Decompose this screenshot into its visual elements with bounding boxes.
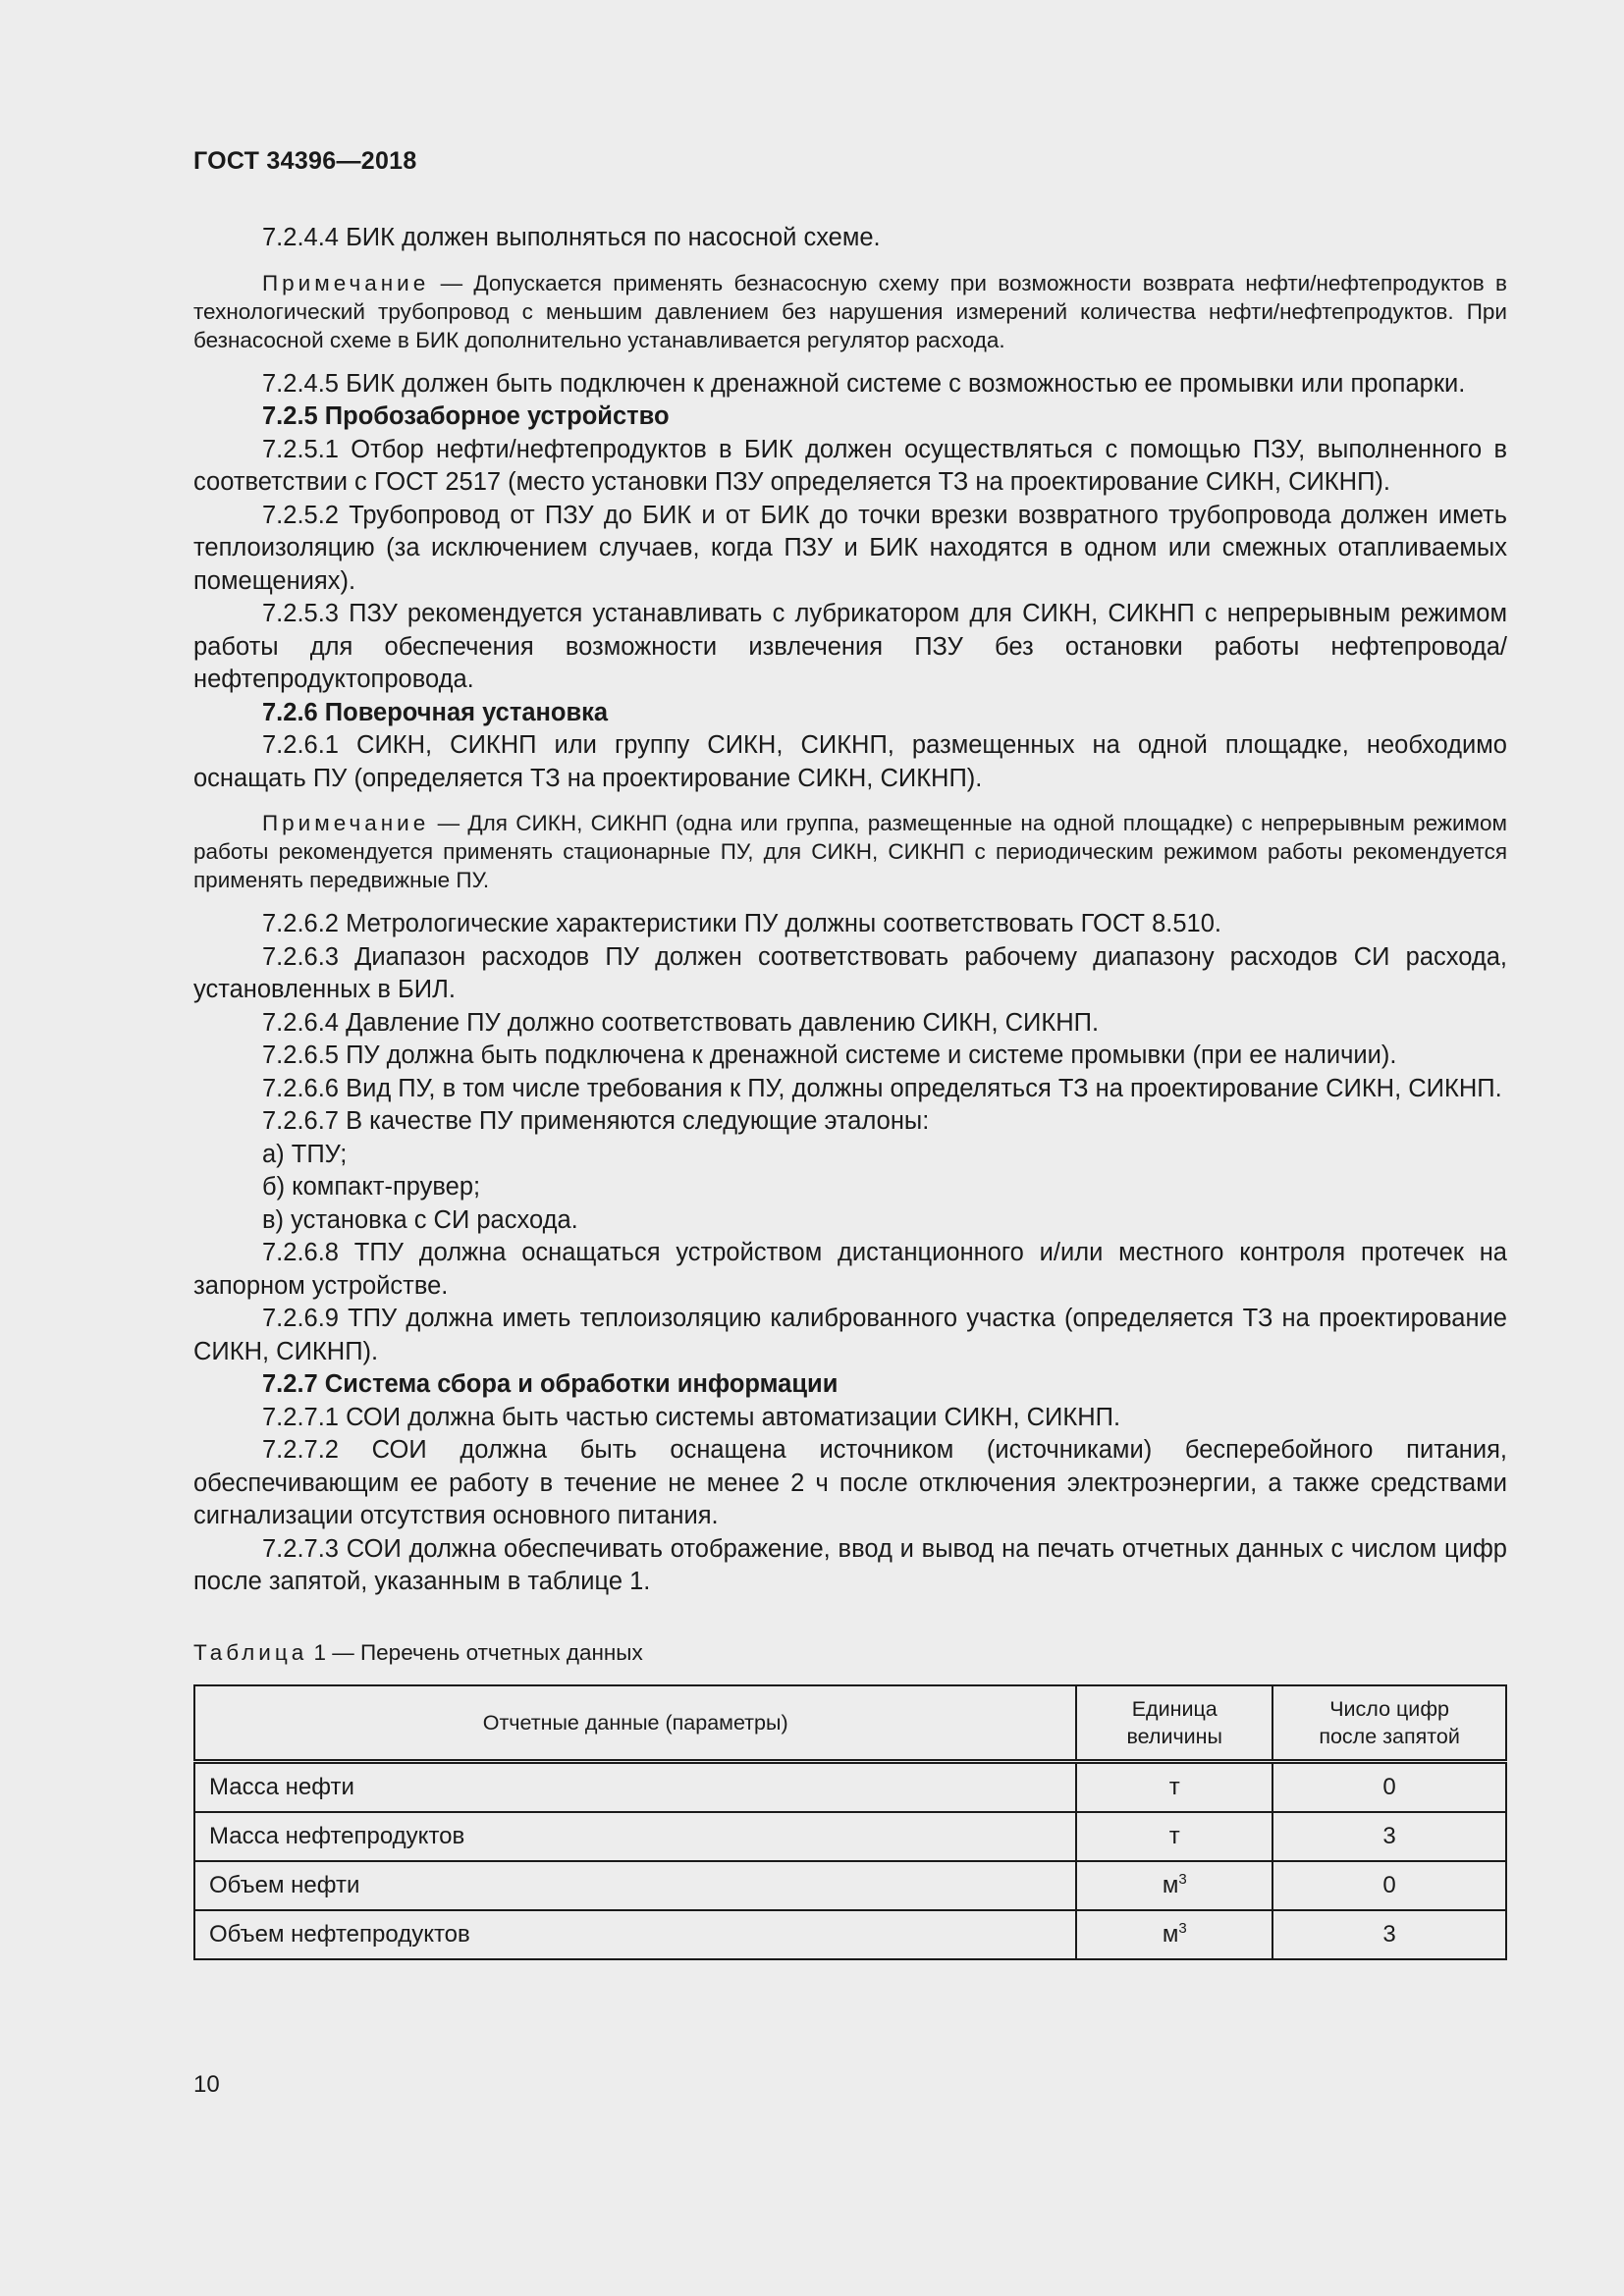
paragraph-7-2-4-4: 7.2.4.4 БИК должен выполняться по насосной схеме.	[262, 224, 881, 251]
paragraph-7-2-6-8: 7.2.6.8 ТПУ должна оснащаться устройством дистанционного и/или местного контроля протечек на запорном устройстве.	[193, 1239, 1507, 1300]
cell-unit	[1076, 1861, 1272, 1910]
heading-7-2-7: 7.2.7 Система сбора и обработки информации	[262, 1370, 839, 1398]
table-caption-label: Таблица	[193, 1639, 308, 1665]
header-digits-text: Число цифр после запятой	[1319, 1697, 1460, 1748]
table-row	[194, 1910, 1506, 1959]
cell-name: Объем нефтепродуктов	[194, 1910, 1076, 1959]
heading-7-2-6: 7.2.6 Поверочная установка	[262, 698, 609, 726]
header-unit	[1076, 1685, 1272, 1762]
list-item-a: а) ТПУ;	[262, 1140, 348, 1168]
paragraph-7-2-6-3: 7.2.6.3 Диапазон расходов ПУ должен соответствовать рабочему диапазону расходов СИ расхода, установленных в БИЛ.	[193, 942, 1507, 1003]
cell-name: Масса нефти	[194, 1762, 1076, 1813]
paragraph-7-2-6-6: 7.2.6.6 Вид ПУ, в том числе требования к ПУ, должны определяться ТЗ на проектирование СИКН, СИКНП.	[262, 1074, 1502, 1102]
paragraph-7-2-7-3: 7.2.7.3 СОИ должна обеспечивать отображение, ввод и вывод на печать отчетных данных с числом цифр после запятой, указанным в таблице 1.	[193, 1534, 1507, 1595]
header-unit-text: Единица величины	[1126, 1697, 1223, 1748]
unit-sup: 3	[1178, 1871, 1187, 1889]
cell-digits: 0	[1272, 1861, 1506, 1910]
table-caption-text: 1 — Перечень отчетных данных	[307, 1639, 643, 1665]
paragraph-7-2-4-5: 7.2.4.5 БИК должен быть подключен к дренажной системе с возможностью ее промывки или пропарки.	[262, 369, 1466, 398]
list-item-b: б) компакт-прувер;	[262, 1173, 481, 1201]
header-parameters: Отчетные данные (параметры)	[194, 1685, 1076, 1762]
paragraph-7-2-7-2: 7.2.7.2 СОИ должна быть оснащена источником (источниками) бесперебойного питания, обеспечивающим ее работу в течение не менее 2 ч после отключения электроэнергии, а также средствами сигнализации отсутствия основного питания.	[193, 1436, 1507, 1529]
paragraph-7-2-5-2: 7.2.5.2 Трубопровод от ПЗУ до БИК и от БИК до точки врезки возвратного трубопровода должен иметь теплоизоляцию (за исключением случаев, когда ПЗУ и БИК находятся в одном или смежных отапливаемых помещениях).	[193, 501, 1507, 595]
cell-name: Масса нефтепродуктов	[194, 1812, 1076, 1861]
cell-digits: 3	[1272, 1812, 1506, 1861]
table-header-row	[194, 1685, 1506, 1762]
list-item-c: в) установка с СИ расхода.	[262, 1205, 578, 1234]
unit-text: м	[1162, 1921, 1179, 1949]
cell-digits: 0	[1272, 1762, 1506, 1813]
unit-text: т	[1168, 1823, 1180, 1850]
page-number: 10	[193, 2071, 220, 2098]
paragraph-7-2-6-5: 7.2.6.5 ПУ должна быть подключена к дренажной системе и системе промывки (при ее наличии).	[262, 1041, 1397, 1069]
table-row	[194, 1861, 1506, 1910]
unit-text: м	[1162, 1872, 1179, 1899]
header-digits	[1272, 1685, 1506, 1762]
paragraph-7-2-6-4: 7.2.6.4 Давление ПУ должно соответствовать давлению СИКН, СИКНП.	[262, 1008, 1100, 1037]
note-1	[193, 269, 1507, 354]
cell-digits: 3	[1272, 1910, 1506, 1959]
note-text: — Допускается применять безнасосную схему при возможности возврата нефти/нефтепродуктов в технологический трубопровод с меньшим давлением без нарушения измерений количества нефти/нефтепродуктов. При безнасосной схеме в БИК дополнительно устанавливается регулятор расхода.	[193, 270, 1507, 352]
note-2	[193, 809, 1507, 894]
paragraph-7-2-5-1: 7.2.5.1 Отбор нефти/нефтепродуктов в БИК должен осуществляться с помощью ПЗУ, выполненного в соответствии с ГОСТ 2517 (место установки ПЗУ определяется ТЗ на проектирование СИКН, СИКНП).	[193, 435, 1507, 496]
heading-7-2-5: 7.2.5 Пробозаборное устройство	[262, 402, 670, 430]
document-body	[193, 222, 1507, 1960]
reporting-data-table	[193, 1684, 1507, 1960]
cell-unit	[1076, 1762, 1272, 1813]
cell-unit	[1076, 1812, 1272, 1861]
cell-unit	[1076, 1910, 1272, 1959]
document-header: ГОСТ 34396—2018	[193, 147, 417, 175]
note-text: — Для СИКН, СИКНП (одна или группа, размещенные на одной площадке) с непрерывным режимом работы рекомендуется применять стационарные ПУ, для СИКН, СИКНП с периодическим режимом работы рекомендуется применять передвижные ПУ.	[193, 811, 1507, 892]
unit-sup: 3	[1178, 1920, 1187, 1938]
paragraph-7-2-6-2: 7.2.6.2 Метрологические характеристики ПУ должны соответствовать ГОСТ 8.510.	[262, 910, 1221, 937]
unit-text: т	[1168, 1774, 1180, 1801]
note-label: Примечание	[262, 270, 430, 295]
paragraph-7-2-6-7: 7.2.6.7 В качестве ПУ применяются следующие эталоны:	[262, 1107, 930, 1135]
paragraph-7-2-7-1: 7.2.7.1 СОИ должна быть частью системы автоматизации СИКН, СИКНП.	[262, 1403, 1121, 1431]
paragraph-7-2-5-3: 7.2.5.3 ПЗУ рекомендуется устанавливать с лубрикатором для СИКН, СИКНП с непрерывным режимом работы для обеспечения возможности извлечения ПЗУ без остановки работы нефтепровода/нефтепродуктопровода.	[193, 600, 1507, 693]
table-row	[194, 1812, 1506, 1861]
table-caption	[193, 1636, 1507, 1670]
cell-name: Объем нефти	[194, 1861, 1076, 1910]
paragraph-7-2-6-9: 7.2.6.9 ТПУ должна иметь теплоизоляцию калиброванного участка (определяется ТЗ на проектирование СИКН, СИКНП).	[193, 1305, 1507, 1365]
note-label: Примечание	[262, 811, 430, 835]
table-row	[194, 1762, 1506, 1813]
paragraph-7-2-6-1: 7.2.6.1 СИКН, СИКНП или группу СИКН, СИКНП, размещенных на одной площадке, необходимо оснащать ПУ (определяется ТЗ на проектирование СИКН, СИКНП).	[193, 731, 1507, 792]
